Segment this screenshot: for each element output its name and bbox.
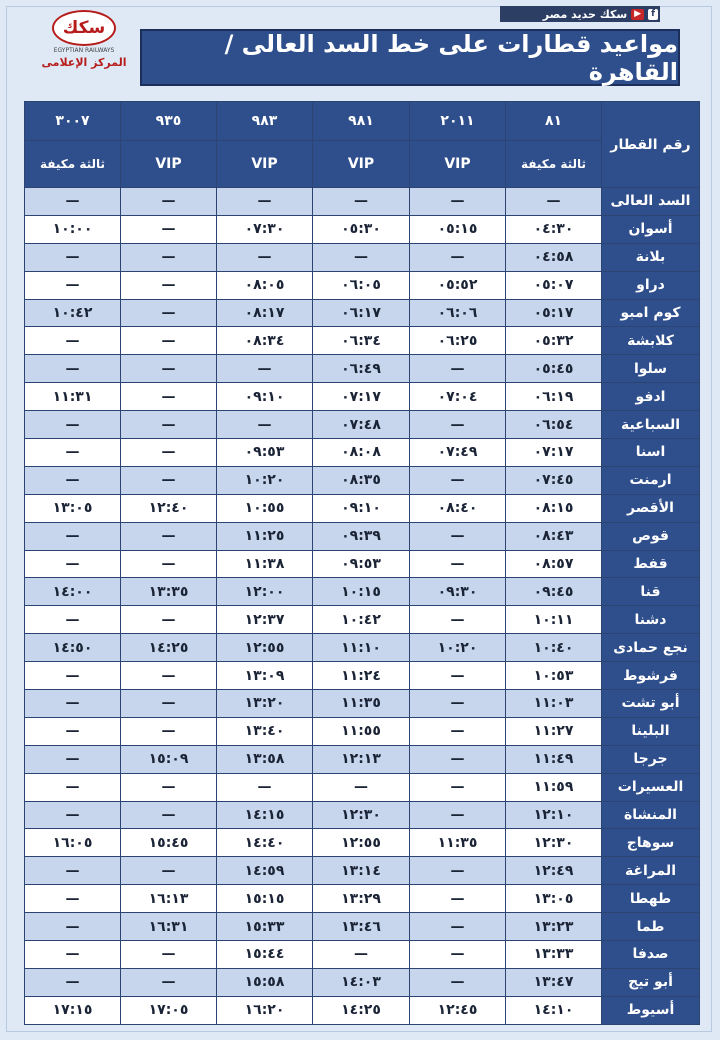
station-name: المنشاة [602, 801, 700, 829]
departure-time: — [121, 606, 217, 634]
youtube-icon[interactable]: ▶ [631, 9, 644, 20]
table-row [25, 857, 700, 885]
departure-time: ١٢:٣٠ [313, 801, 410, 829]
departure-time: ١٥:٥٨ [217, 968, 313, 996]
table-row [25, 578, 700, 606]
departure-time: ٠٨:٣٤ [217, 327, 313, 355]
departure-time: — [25, 522, 121, 550]
departure-time: — [410, 662, 506, 690]
top-banner [500, 6, 660, 22]
table-row [25, 522, 700, 550]
departure-time: — [313, 941, 410, 969]
departure-time: — [410, 745, 506, 773]
departure-time: — [25, 773, 121, 801]
departure-time: ١١:٢٧ [506, 717, 602, 745]
table-row [25, 801, 700, 829]
station-name: السد العالى [602, 188, 700, 216]
departure-time: — [410, 522, 506, 550]
train-number: ٨١ [506, 102, 602, 141]
departure-time: — [121, 522, 217, 550]
departure-time: ١٢:٤٩ [506, 857, 602, 885]
station-name: طما [602, 913, 700, 941]
station-name: صدفا [602, 941, 700, 969]
departure-time: ٠٩:٣٩ [313, 522, 410, 550]
departure-time: — [25, 411, 121, 439]
page-title-box [140, 29, 680, 86]
departure-time: — [410, 857, 506, 885]
departure-time: ٠٨:٥٧ [506, 550, 602, 578]
departure-time: — [410, 606, 506, 634]
departure-time: ١٢:٥٥ [217, 634, 313, 662]
departure-time: — [25, 271, 121, 299]
departure-time: — [410, 690, 506, 718]
departure-time: ٠٥:٣٠ [313, 215, 410, 243]
departure-time: — [410, 355, 506, 383]
station-name: كوم امبو [602, 299, 700, 327]
departure-time: ٠٨:٣٥ [313, 466, 410, 494]
table-row [25, 996, 700, 1024]
departure-time: ٠٧:١٧ [506, 439, 602, 467]
departure-time: — [313, 773, 410, 801]
departure-time: ٠٦:٥٤ [506, 411, 602, 439]
departure-time: ١٦:٠٥ [25, 829, 121, 857]
train-type: ثالثة مكيفة [25, 141, 121, 188]
departure-time: ١٧:١٥ [25, 996, 121, 1024]
egyptian-railways-emblem [52, 10, 116, 46]
departure-time: — [410, 243, 506, 271]
train-number-header: رقم القطار [602, 102, 700, 188]
table-row [25, 941, 700, 969]
departure-time: — [25, 745, 121, 773]
departure-time: ١٣:٠٥ [25, 494, 121, 522]
departure-time: — [121, 243, 217, 271]
departure-time: ٠٩:٥٣ [217, 439, 313, 467]
departure-time: ١١:٤٩ [506, 745, 602, 773]
departure-time: — [121, 327, 217, 355]
banner-text: سكك حديد مصر [542, 7, 628, 21]
departure-time: ٠٦:٢٥ [410, 327, 506, 355]
departure-time: ١١:١٠ [313, 634, 410, 662]
departure-time: — [506, 188, 602, 216]
departure-time: — [217, 243, 313, 271]
departure-time: ١٤:٢٥ [313, 996, 410, 1024]
departure-time: ١٢:١٠ [506, 801, 602, 829]
departure-time: — [25, 913, 121, 941]
departure-time: — [121, 188, 217, 216]
station-name: نجع حمادى [602, 634, 700, 662]
departure-time: ١١:٣٥ [313, 690, 410, 718]
departure-time: ١٥:٠٩ [121, 745, 217, 773]
logo [38, 10, 130, 72]
departure-time: ١٢:٣٧ [217, 606, 313, 634]
table-row [25, 690, 700, 718]
departure-time: ١٣:٤٧ [506, 968, 602, 996]
departure-time: — [25, 327, 121, 355]
table-row [25, 383, 700, 411]
departure-time: ١٣:١٤ [313, 857, 410, 885]
departure-time: — [410, 913, 506, 941]
departure-time: ١٤:٠٠ [25, 578, 121, 606]
station-name: قوص [602, 522, 700, 550]
departure-time: ١٣:٤٠ [217, 717, 313, 745]
departure-time: ١٥:١٥ [217, 885, 313, 913]
departure-time: ٠٥:١٥ [410, 215, 506, 243]
departure-time: ١٠:١١ [506, 606, 602, 634]
station-name: فرشوط [602, 662, 700, 690]
table-row [25, 968, 700, 996]
station-name: قفط [602, 550, 700, 578]
table-row [25, 466, 700, 494]
table-row [25, 494, 700, 522]
departure-time: ١٠:٠٠ [25, 215, 121, 243]
departure-time: — [313, 243, 410, 271]
station-name: كلابشة [602, 327, 700, 355]
departure-time: ١٧:٠٥ [121, 996, 217, 1024]
departure-time: — [410, 550, 506, 578]
departure-time: — [410, 466, 506, 494]
station-name: دراو [602, 271, 700, 299]
train-number: ٩٣٥ [121, 102, 217, 141]
departure-time: — [121, 717, 217, 745]
departure-time: — [410, 188, 506, 216]
facebook-icon[interactable]: f [648, 9, 658, 20]
train-number: ٩٨٣ [217, 102, 313, 141]
departure-time: — [410, 968, 506, 996]
departure-time: ١٢:٠٠ [217, 578, 313, 606]
departure-time: ١٤:٥٩ [217, 857, 313, 885]
departure-time: ١١:٢٤ [313, 662, 410, 690]
departure-time: — [25, 857, 121, 885]
departure-time: — [25, 243, 121, 271]
table-row [25, 550, 700, 578]
departure-time: — [25, 606, 121, 634]
departure-time: ١٤:١٥ [217, 801, 313, 829]
departure-time: — [410, 801, 506, 829]
table-row [25, 188, 700, 216]
station-name: ارمنت [602, 466, 700, 494]
station-name: قنا [602, 578, 700, 606]
station-name: الأقصر [602, 494, 700, 522]
departure-time: ١٢:٤٥ [410, 996, 506, 1024]
departure-time: — [121, 690, 217, 718]
departure-time: ١٣:٢٩ [313, 885, 410, 913]
table-row [25, 662, 700, 690]
table-row [25, 773, 700, 801]
departure-time: — [25, 466, 121, 494]
departure-time: — [25, 717, 121, 745]
departure-time: ١٥:٤٥ [121, 829, 217, 857]
departure-time: ١٦:١٣ [121, 885, 217, 913]
departure-time: — [121, 968, 217, 996]
logo-caption: المركز الإعلامى [41, 56, 127, 69]
departure-time: ١١:٥٥ [313, 717, 410, 745]
departure-time: — [217, 773, 313, 801]
departure-time: — [25, 550, 121, 578]
departure-time: — [121, 466, 217, 494]
departure-time: — [25, 355, 121, 383]
table-row [25, 215, 700, 243]
departure-time: — [25, 941, 121, 969]
departure-time: — [410, 885, 506, 913]
station-name: السباعية [602, 411, 700, 439]
departure-time: ٠٦:٠٥ [313, 271, 410, 299]
departure-time: ٠٧:١٧ [313, 383, 410, 411]
table-row [25, 829, 700, 857]
table-row [25, 913, 700, 941]
table-row [25, 745, 700, 773]
departure-time: ١٢:٣٠ [506, 829, 602, 857]
table-row [25, 327, 700, 355]
departure-time: ٠٩:٣٠ [410, 578, 506, 606]
departure-time: ١١:٣٥ [410, 829, 506, 857]
table-row [25, 885, 700, 913]
departure-time: ٠٧:٤٩ [410, 439, 506, 467]
departure-time: — [410, 717, 506, 745]
departure-time: ٠٦:٠٦ [410, 299, 506, 327]
departure-time: ٠٥:٠٧ [506, 271, 602, 299]
train-number: ٢٠١١ [410, 102, 506, 141]
departure-time: ٠٩:١٠ [217, 383, 313, 411]
departure-time: ٠٧:٣٠ [217, 215, 313, 243]
departure-time: ١٦:٣١ [121, 913, 217, 941]
departure-time: ٠٥:٤٥ [506, 355, 602, 383]
departure-time: ١٢:٥٥ [313, 829, 410, 857]
departure-time: ٠٦:٣٤ [313, 327, 410, 355]
departure-time: ٠٧:٠٤ [410, 383, 506, 411]
departure-time: — [25, 662, 121, 690]
departure-time: ١١:٥٩ [506, 773, 602, 801]
departure-time: — [25, 885, 121, 913]
departure-time: ٠٩:٤٥ [506, 578, 602, 606]
departure-time: ١٣:٤٦ [313, 913, 410, 941]
departure-time: — [25, 439, 121, 467]
departure-time: ١٣:٢٣ [506, 913, 602, 941]
departure-time: — [121, 271, 217, 299]
departure-time: ١٢:١٣ [313, 745, 410, 773]
departure-time: ٠٥:١٧ [506, 299, 602, 327]
departure-time: — [25, 690, 121, 718]
page-title: مواعيد قطارات على خط السد العالى / القاهرة [224, 29, 678, 86]
departure-time: ٠٧:٤٨ [313, 411, 410, 439]
departure-time: ١٠:٤٢ [313, 606, 410, 634]
departure-time: ٠٦:١٩ [506, 383, 602, 411]
departure-time: — [121, 857, 217, 885]
station-name: أسوان [602, 215, 700, 243]
departure-time: ٠٨:٠٥ [217, 271, 313, 299]
departure-time: ١٠:١٥ [313, 578, 410, 606]
departure-time: ٠٨:١٥ [506, 494, 602, 522]
departure-time: — [25, 968, 121, 996]
departure-time: ١٢:٤٠ [121, 494, 217, 522]
train-number: ٣٠٠٧ [25, 102, 121, 141]
departure-time: — [121, 355, 217, 383]
departure-time: — [25, 801, 121, 829]
departure-time: ٠٧:٤٥ [506, 466, 602, 494]
train-type: VIP [410, 141, 506, 188]
departure-time: ١٣:٣٥ [121, 578, 217, 606]
departure-time: ١١:٣٨ [217, 550, 313, 578]
departure-time: ١٣:٠٥ [506, 885, 602, 913]
departure-time: ١٣:٢٠ [217, 690, 313, 718]
train-type: VIP [313, 141, 410, 188]
departure-time: ٠٥:٥٢ [410, 271, 506, 299]
table-row [25, 634, 700, 662]
station-name: سلوا [602, 355, 700, 383]
station-name: جرجا [602, 745, 700, 773]
departure-time: ١٤:٥٠ [25, 634, 121, 662]
departure-time: ١١:٣١ [25, 383, 121, 411]
departure-time: — [121, 383, 217, 411]
train-type: VIP [121, 141, 217, 188]
departure-time: ١٤:٠٣ [313, 968, 410, 996]
station-name: أسيوط [602, 996, 700, 1024]
departure-time: — [121, 550, 217, 578]
schedule-table [24, 101, 700, 1025]
train-type: ثالثة مكيفة [506, 141, 602, 188]
departure-time: — [25, 188, 121, 216]
departure-time: ١٠:٢٠ [217, 466, 313, 494]
station-name: اسنا [602, 439, 700, 467]
station-name: أبو تيج [602, 968, 700, 996]
departure-time: ١٣:٥٨ [217, 745, 313, 773]
departure-time: ٠٨:٤٣ [506, 522, 602, 550]
departure-time: — [121, 801, 217, 829]
departure-time: — [121, 941, 217, 969]
table-row [25, 717, 700, 745]
departure-time: — [121, 215, 217, 243]
departure-time: — [121, 411, 217, 439]
departure-time: ٠٤:٥٨ [506, 243, 602, 271]
station-name: العسيرات [602, 773, 700, 801]
departure-time: ١٤:٢٥ [121, 634, 217, 662]
departure-time: ٠٦:١٧ [313, 299, 410, 327]
station-name: بلانة [602, 243, 700, 271]
station-name: البلينا [602, 717, 700, 745]
train-number: ٩٨١ [313, 102, 410, 141]
departure-time: ١٠:٥٥ [217, 494, 313, 522]
departure-time: ٠٦:٤٩ [313, 355, 410, 383]
departure-time: ١٣:٣٣ [506, 941, 602, 969]
departure-time: ١٠:٢٠ [410, 634, 506, 662]
station-name: المراغة [602, 857, 700, 885]
table-row [25, 243, 700, 271]
table-row [25, 271, 700, 299]
departure-time: ٠٨:٠٨ [313, 439, 410, 467]
seal-text: سكك [62, 18, 106, 38]
station-name: ادفو [602, 383, 700, 411]
table-row [25, 355, 700, 383]
departure-time: — [410, 773, 506, 801]
departure-time: ١٥:٣٣ [217, 913, 313, 941]
departure-time: — [121, 299, 217, 327]
departure-time: ١٦:٢٠ [217, 996, 313, 1024]
table-row [25, 606, 700, 634]
departure-time: ٠٩:٥٣ [313, 550, 410, 578]
departure-time: ١٤:١٠ [506, 996, 602, 1024]
station-name: أبو تشت [602, 690, 700, 718]
departure-time: ١٠:٤٠ [506, 634, 602, 662]
departure-time: — [410, 941, 506, 969]
departure-time: — [410, 411, 506, 439]
departure-time: ١١:٢٥ [217, 522, 313, 550]
departure-time: ٠٨:٤٠ [410, 494, 506, 522]
table-row [25, 439, 700, 467]
train-type: VIP [217, 141, 313, 188]
departure-time: ١٥:٤٤ [217, 941, 313, 969]
departure-time: ١٤:٤٠ [217, 829, 313, 857]
departure-time: ١١:٠٣ [506, 690, 602, 718]
departure-time: — [217, 188, 313, 216]
departure-time: ١٠:٤٢ [25, 299, 121, 327]
table-row [25, 299, 700, 327]
departure-time: ١٠:٥٣ [506, 662, 602, 690]
station-name: سوهاج [602, 829, 700, 857]
departure-time: — [217, 355, 313, 383]
departure-time: — [313, 188, 410, 216]
departure-time: — [121, 662, 217, 690]
departure-time: — [121, 439, 217, 467]
departure-time: ٠٤:٣٠ [506, 215, 602, 243]
logo-english-text: EGYPTIAN RAILWAYS [53, 47, 115, 54]
departure-time: — [217, 411, 313, 439]
table-row [25, 411, 700, 439]
station-name: طهطا [602, 885, 700, 913]
departure-time: ٠٩:١٠ [313, 494, 410, 522]
departure-time: ١٣:٠٩ [217, 662, 313, 690]
departure-time: ٠٥:٣٢ [506, 327, 602, 355]
departure-time: — [121, 773, 217, 801]
departure-time: ٠٨:١٧ [217, 299, 313, 327]
station-name: دشنا [602, 606, 700, 634]
